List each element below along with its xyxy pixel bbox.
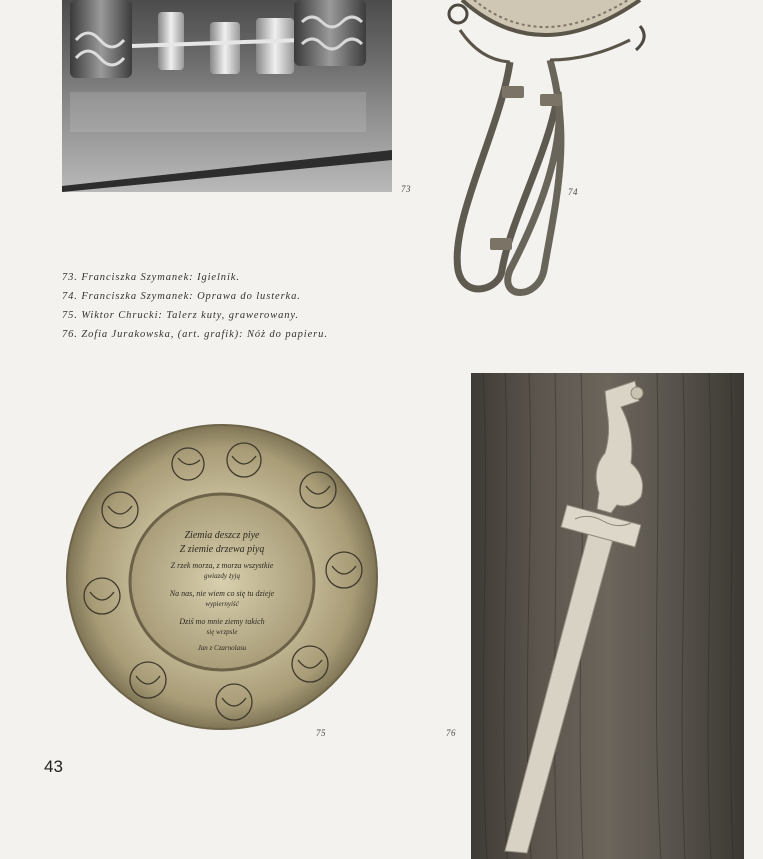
- page-number: 43: [44, 757, 63, 776]
- inscription-line-9: Jan z Czarnolasu: [197, 644, 247, 652]
- caption-76: 76. Zofia Jurakowska, (art. grafik): Nóż do papieru.: [62, 329, 328, 340]
- figure-75-label: 75: [316, 728, 326, 738]
- figure-73-label: 73: [401, 184, 411, 194]
- mirror-frame-illustration: [440, 0, 660, 300]
- paper-knife-illustration: [471, 373, 744, 859]
- figure-captions: [62, 268, 422, 344]
- inscription-line-1: Ziemia deszcz piye: [184, 530, 260, 541]
- caption-73: 73. Franciszka Szymanek: Igielnik.: [62, 272, 240, 283]
- inscription-line-3: Z rzek morza, z morza wszystkie: [170, 561, 274, 570]
- caption-74: 74. Franciszka Szymanek: Oprawa do lusterka.: [62, 291, 301, 302]
- inscription-line-8: się wrzpsle: [206, 628, 238, 636]
- inscription-line-5: Na nas, nie wiem co się tu dzieje: [169, 589, 275, 598]
- photo-76-paper-knife: [471, 373, 744, 859]
- photo-73-needle-case: [62, 0, 392, 192]
- inscription-line-6: wypiernyiść: [205, 600, 239, 608]
- engraved-plate-illustration: [62, 420, 382, 735]
- inscription-line-2: Z ziemie drzewa piyą: [179, 544, 265, 555]
- figure-74-label: 74: [568, 187, 578, 197]
- inscription-line-7: Dziś mo mnie ziemy takich: [179, 617, 265, 626]
- needle-case-illustration: [62, 0, 392, 192]
- figure-76-label: 76: [446, 728, 456, 738]
- inscription-line-4: gwiazdy żyją: [204, 572, 240, 580]
- caption-75: 75. Wiktor Chrucki: Talerz kuty, grawerowany.: [62, 310, 299, 321]
